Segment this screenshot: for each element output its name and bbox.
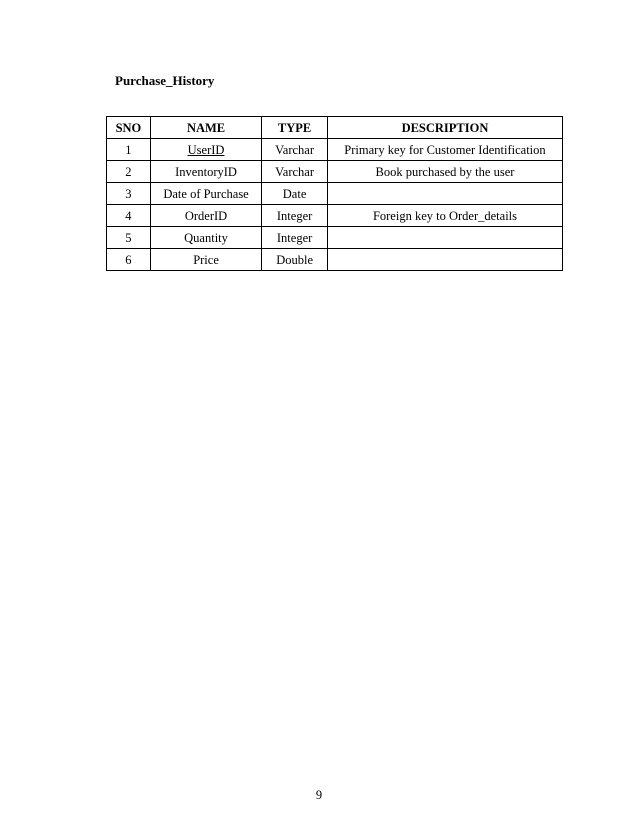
- cell-sno: 5: [107, 227, 151, 249]
- cell-type: Integer: [262, 227, 328, 249]
- table-row: [107, 139, 563, 161]
- cell-name: [150, 139, 261, 161]
- table-header-row: [107, 117, 563, 139]
- page-number: 9: [315, 788, 323, 802]
- cell-sno: 6: [107, 249, 151, 271]
- cell-description: [327, 227, 562, 249]
- cell-description: [327, 249, 562, 271]
- table-row: [107, 249, 563, 271]
- cell-name: OrderID: [150, 205, 261, 227]
- cell-sno: 2: [107, 161, 151, 183]
- section-title: Purchase_History: [115, 73, 215, 88]
- cell-type: Varchar: [262, 139, 328, 161]
- cell-name: Quantity: [150, 227, 261, 249]
- table-row: [107, 205, 563, 227]
- header-name: NAME: [150, 117, 261, 139]
- header-description: DESCRIPTION: [327, 117, 562, 139]
- cell-description: Book purchased by the user: [327, 161, 562, 183]
- cell-description: Primary key for Customer Identification: [327, 139, 562, 161]
- cell-type: Double: [262, 249, 328, 271]
- cell-name-text: UserID: [187, 142, 225, 157]
- cell-sno: 4: [107, 205, 151, 227]
- cell-name: Price: [150, 249, 261, 271]
- cell-name: Date of Purchase: [150, 183, 261, 205]
- table-row: [107, 161, 563, 183]
- table-row: [107, 227, 563, 249]
- cell-description: Foreign key to Order_details: [327, 205, 562, 227]
- header-type: TYPE: [262, 117, 328, 139]
- cell-type: Date: [262, 183, 328, 205]
- header-sno: SNO: [107, 117, 151, 139]
- cell-description: [327, 183, 562, 205]
- cell-sno: 3: [107, 183, 151, 205]
- cell-type: Integer: [262, 205, 328, 227]
- cell-sno: 1: [107, 139, 151, 161]
- cell-type: Varchar: [262, 161, 328, 183]
- cell-name: InventoryID: [150, 161, 261, 183]
- table-row: [107, 183, 563, 205]
- purchase-history-table: [106, 116, 563, 271]
